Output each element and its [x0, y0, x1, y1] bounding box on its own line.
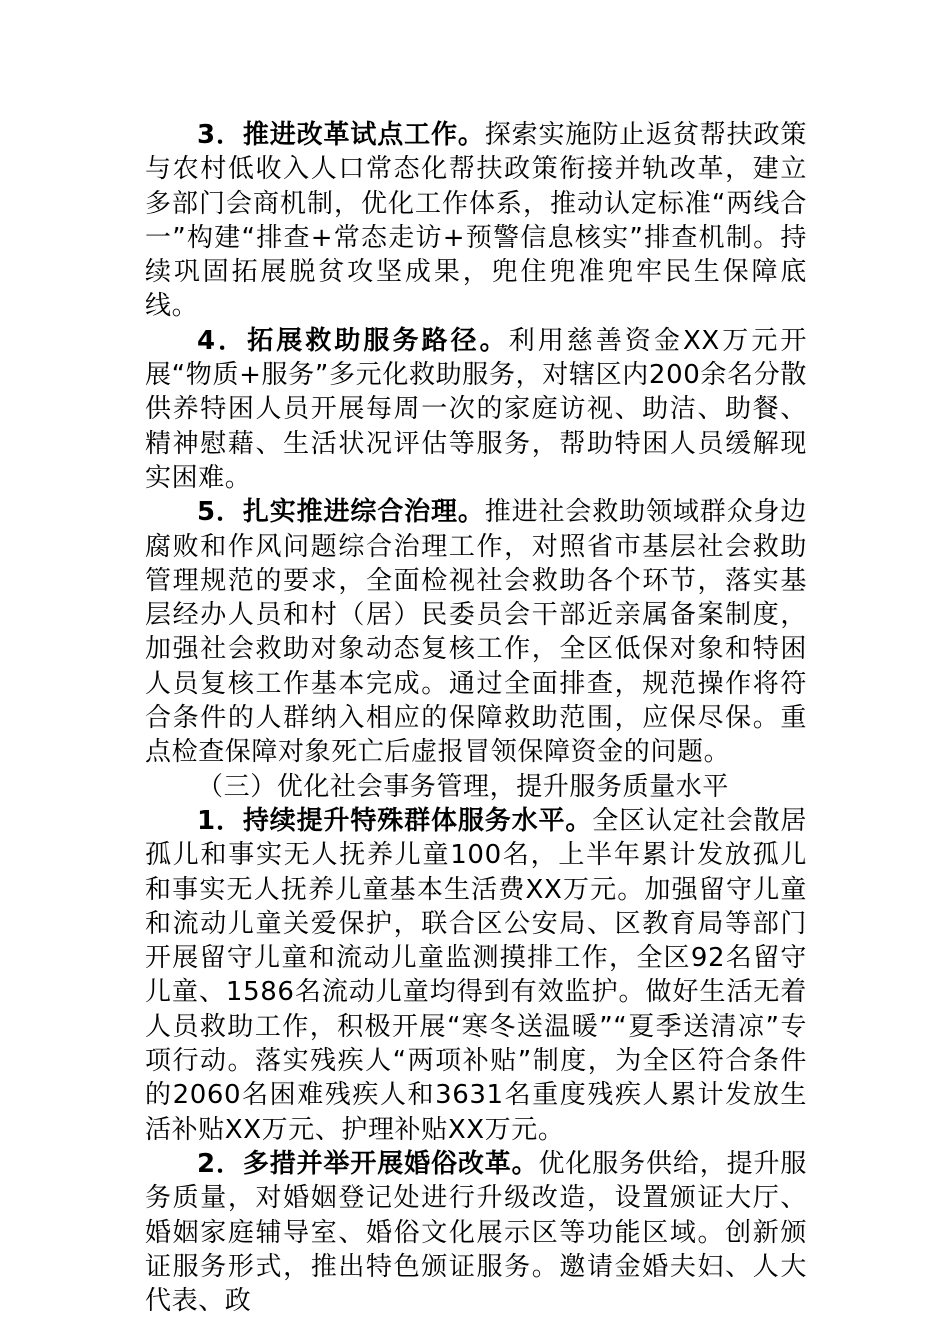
paragraph-marriage-reform [145, 1147, 807, 1318]
paragraph-special-groups [145, 804, 807, 1147]
paragraph-assistance-services [145, 324, 807, 495]
paragraph-lead: 5．扎实推进综合治理。 [197, 497, 485, 528]
document-body [145, 118, 807, 1318]
paragraph-reform-pilot [145, 118, 807, 324]
paragraph-lead: 2．多措并举开展婚俗改革。 [197, 1148, 539, 1179]
section-heading: （三）优化社会事务管理，提升服务质量水平 [197, 771, 730, 802]
paragraph-text: 探索实施防止返贫帮扶政策与农村低收入人口常态化帮扶政策衔接并轨改革，建立多部门会商机制，优化工作体系，推动认定标准“两线合一”构建“排查+常态走访+预警信息核实”排查机制。持续巩固拓展脱贫攻坚成果，兜住兜准兜牢民生保障底线。 [145, 120, 807, 322]
paragraph-text: 推进社会救助领域群众身边腐败和作风问题综合治理工作，对照省市基层社会救助管理规范的要求，全面检视社会救助各个环节，落实基层经办人员和村（居）民委员会干部近亲属备案制度，加强社会救助对象动态复核工作，全区低保对象和特困人员复核工作基本完成。通过全面排查，规范操作将符合条件的人群纳入相应的保障救助范围，应保尽保。重点检查保障对象死亡后虚报冒领保障资金的问题。 [145, 497, 807, 768]
paragraph-text: 利用慈善资金XX万元开展“物质+服务”多元化救助服务，对辖区内200余名分散供养特困人员开展每周一次的家庭访视、助洁、助餐、精神慰藉、生活状况评估等服务，帮助特困人员缓解现实困难。 [145, 325, 807, 493]
paragraph-text: 优化服务供给，提升服务质量，对婚姻登记处进行升级改造，设置颁证大厅、婚姻家庭辅导室、婚俗文化展示区等功能区域。创新颁证服务形式，推出特色颁证服务。邀请金婚夫妇、人大代表、政 [145, 1148, 807, 1317]
paragraph-text: 全区认定社会散居孤儿和事实无人抚养儿童100名，上半年累计发放孤儿和事实无人抚养儿童基本生活费XX万元。加强留守儿童和流动儿童关爱保护，联合区公安局、区教育局等部门开展留守儿童和流动儿童监测摸排工作，全区92名留守儿童、1586名流动儿童均得到有效监护。做好生活无着人员救助工作，积极开展“寒冬送温暖”“夏季送清凉”专项行动。落实残疾人“两项补贴”制度，为全区符合条件的2060名困难残疾人和3631名重度残疾人累计发放生活补贴XX万元、护理补贴XX万元。 [145, 805, 807, 1145]
paragraph-lead: 1．持续提升特殊群体服务水平。 [197, 805, 593, 836]
paragraph-lead: 4．拓展救助服务路径。 [197, 325, 509, 356]
paragraph-lead: 3．推进改革试点工作。 [197, 120, 485, 150]
paragraph-comprehensive-governance [145, 495, 807, 769]
